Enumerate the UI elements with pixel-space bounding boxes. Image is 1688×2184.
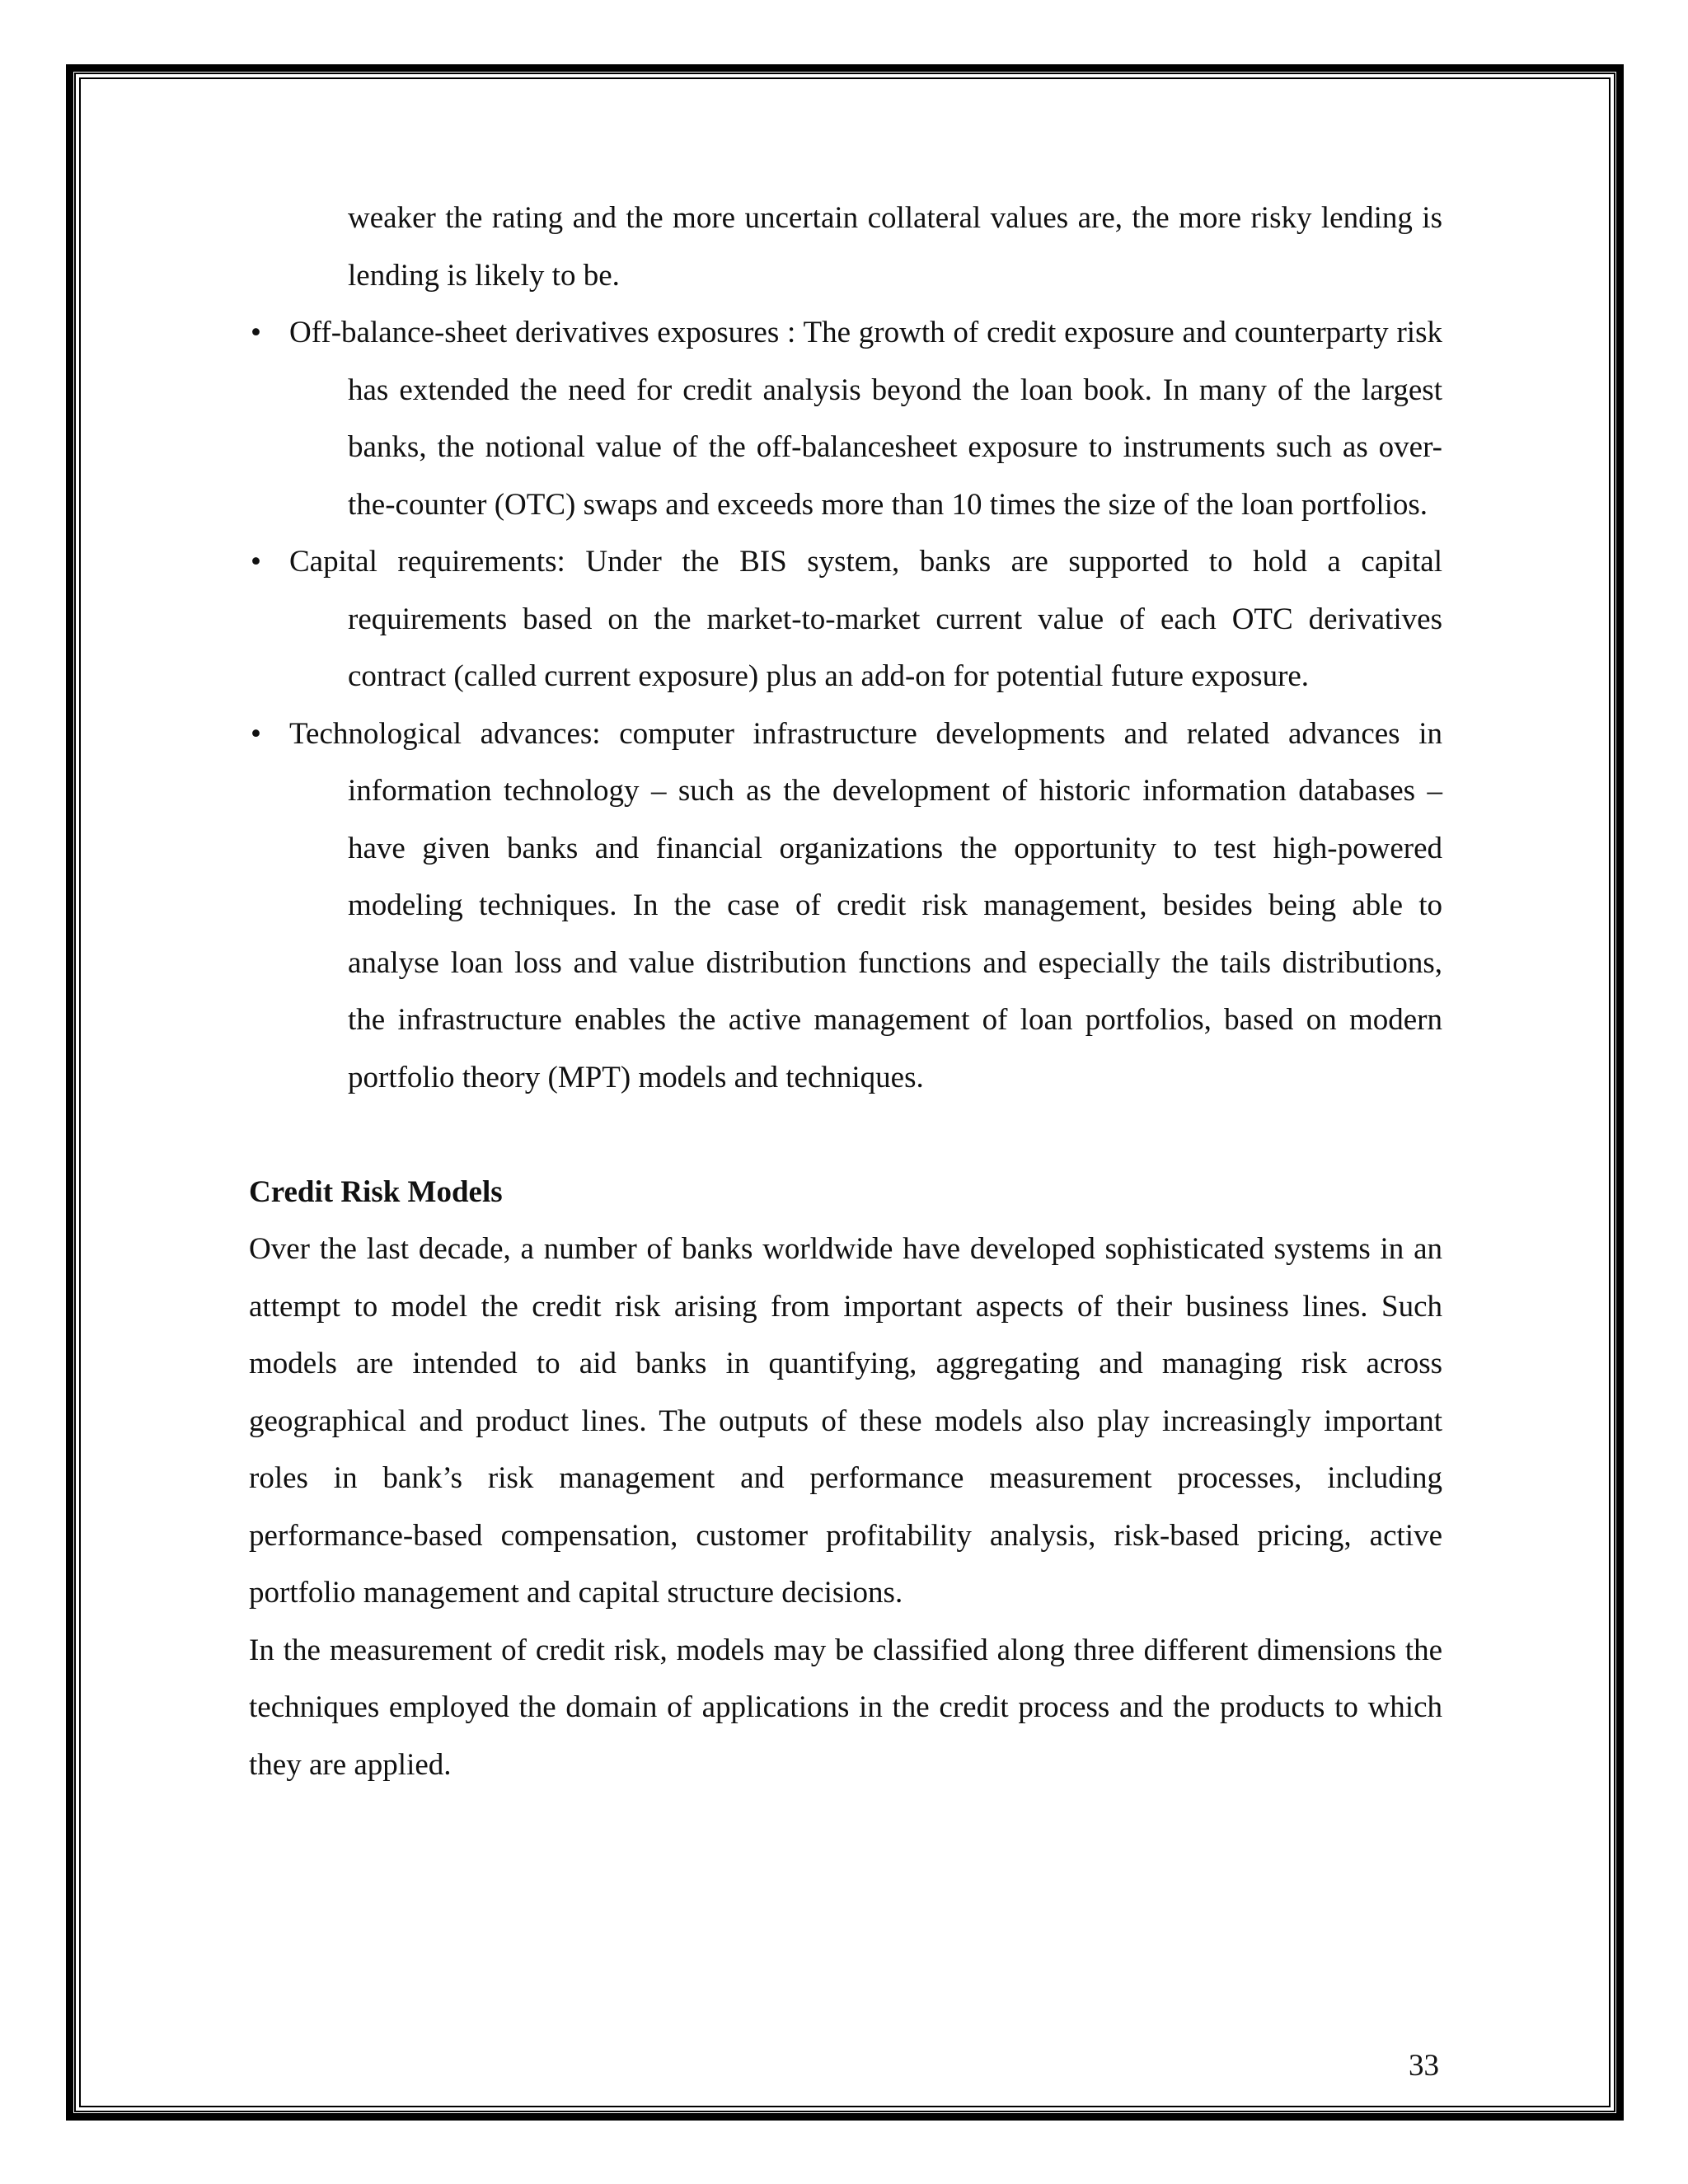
body-paragraph: In the measurement of credit risk, models may be classified along three different dimensions the techniques employed the domain of applications in the credit process and the products to which they are applied. — [249, 1633, 1442, 1782]
continuation-paragraph: weaker the rating and the more uncertain collateral values are, the more risky lending is lending is likely to be. — [348, 201, 1442, 293]
bullet-text: Off-balance-sheet derivatives exposures : The growth of credit exposure and counterparty risk has extended the need for credit analysis beyond the loan book. In many of the largest banks, the notional value of the off-balancesheet exposure to instruments such as over-the-counter (OTC) swaps and exceeds more than 10 times the size of the loan portfolios. — [289, 316, 1442, 522]
bullet-text: Capital requirements: Under the BIS system, banks are supported to hold a capital requirements based on the market-to-market current value of each OTC derivatives contract (called current exposure) plus an add-on for potential future exposure. — [289, 545, 1442, 693]
body-paragraph: Over the last decade, a number of banks worldwide have developed sophisticated systems in an attempt to model the credit risk arising from important aspects of their business lines. Such models are intended to aid banks in quantifying, aggregating and managing risk across geographical and product lines. The outputs of these models also play increasingly important roles in bank’s risk management and performance measurement processes, including performance-based compensation, customer profitability analysis, risk-based pricing, active portfolio management and capital structure decisions. — [249, 1232, 1442, 1610]
section-heading: Credit Risk Models — [249, 1174, 503, 1209]
bullet-text: Technological advances: computer infrastructure developments and related advances in information technology – such as the development of historic information databases – have given banks and financial organizations the opportunity to test high-powered modeling techniques. In the case of credit risk management, besides being able to analyse loan loss and value distribution functions and especially the tails distributions, the infrastructure enables the active management of loan portfolios, based on modern portfolio theory (MPT) models and techniques. — [289, 716, 1442, 1094]
bullet-item-derivatives — [249, 304, 1442, 533]
page-number: 33 — [1409, 2049, 1439, 2083]
bullet-item-capital — [249, 533, 1442, 705]
bullet-icon: • — [251, 316, 261, 349]
bullet-icon: • — [251, 716, 261, 751]
bullet-item-technology — [249, 705, 1442, 1107]
bullet-icon: • — [251, 545, 261, 579]
page-content — [249, 190, 1442, 1793]
